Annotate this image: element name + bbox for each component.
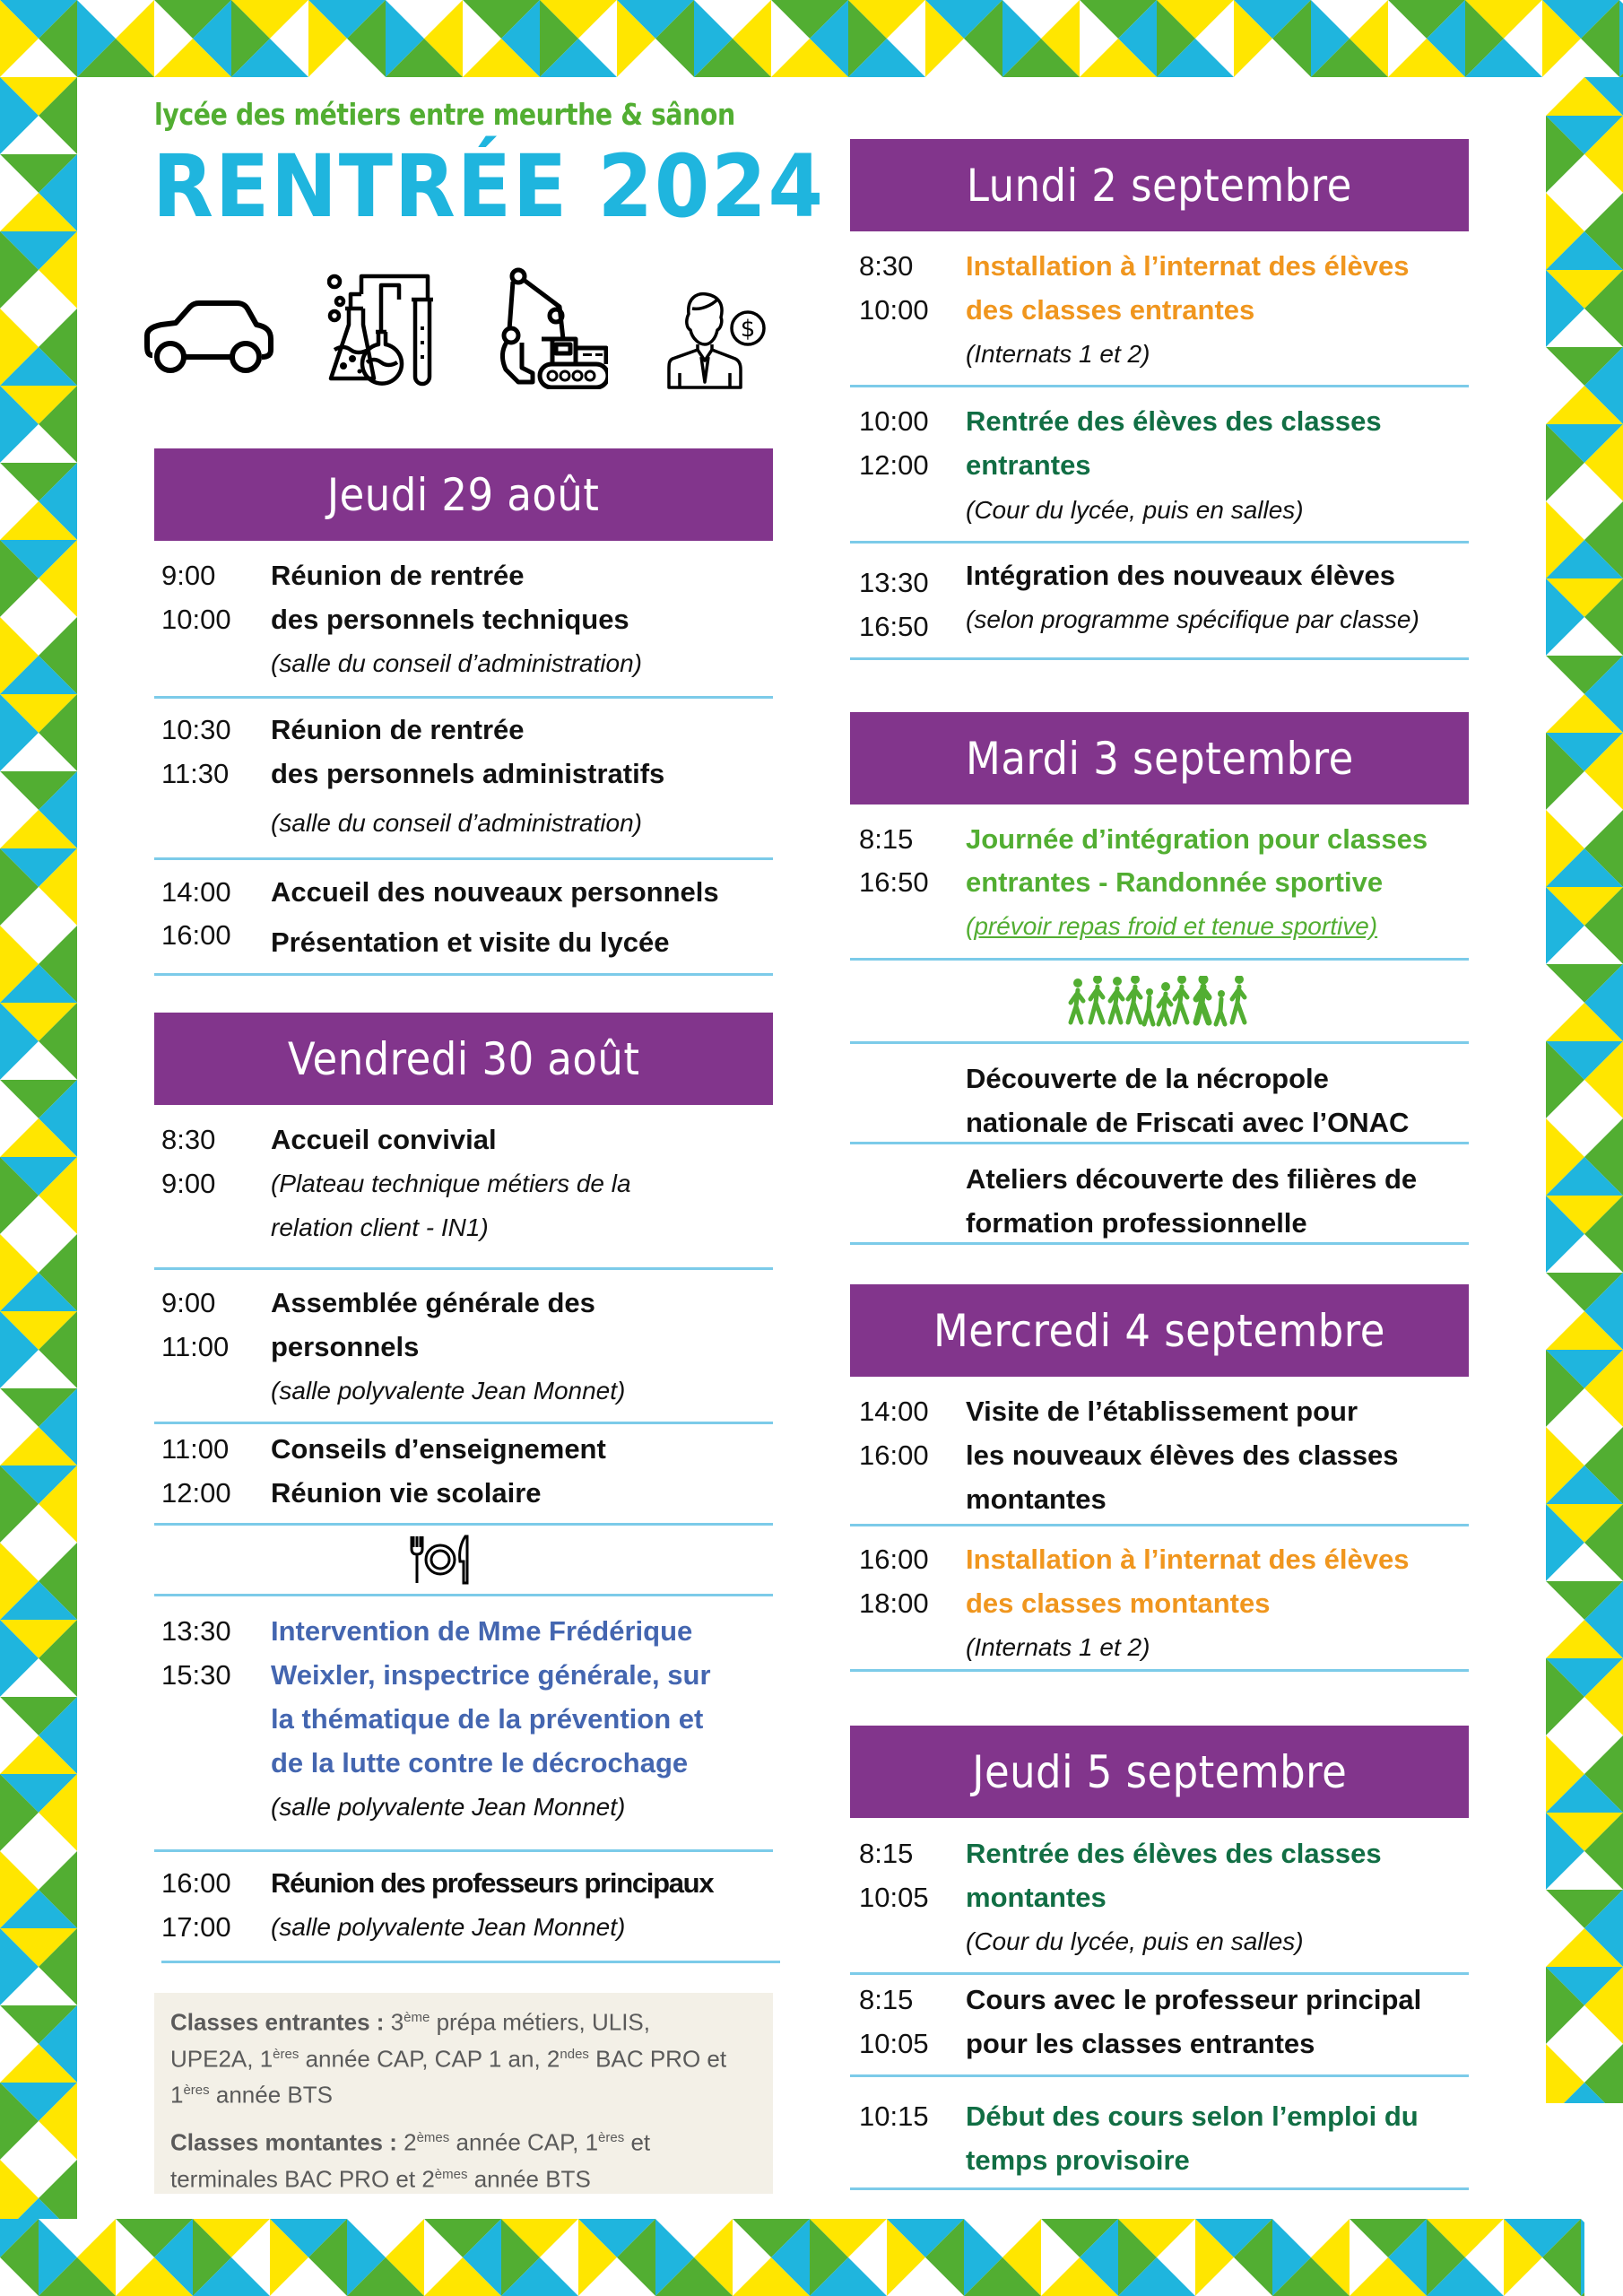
event-title: Visite de l’établissement pour bbox=[966, 1396, 1358, 1427]
event-title: Intégration des nouveaux élèves bbox=[966, 560, 1395, 591]
event-title: Rentrée des élèves des classes bbox=[966, 405, 1382, 437]
event-end: 15:30 bbox=[161, 1659, 231, 1691]
event-title: des classes montantes bbox=[966, 1587, 1271, 1619]
event-title: des personnels administratifs bbox=[271, 758, 665, 789]
chemistry-lab-icon bbox=[327, 273, 438, 387]
event-end: 12:00 bbox=[161, 1477, 231, 1509]
day-header-lundi-2: Lundi 2 septembre bbox=[850, 139, 1469, 231]
event-note: (salle polyvalente Jean Monnet) bbox=[271, 1377, 626, 1405]
event-start: 13:30 bbox=[859, 567, 929, 598]
svg-text:$: $ bbox=[740, 316, 756, 343]
divider bbox=[850, 1669, 1469, 1672]
event-start: 8:30 bbox=[859, 250, 914, 282]
event-note: (Plateau technique métiers de la bbox=[271, 1170, 631, 1197]
event-title: entrantes bbox=[966, 449, 1091, 481]
event-title: Ateliers découverte des filières de bbox=[966, 1163, 1418, 1195]
event-title: Conseils d’enseignement bbox=[271, 1433, 606, 1465]
divider bbox=[154, 696, 773, 699]
event-title: montantes bbox=[966, 1483, 1107, 1515]
hikers-group-icon bbox=[1065, 976, 1254, 1030]
event-title: Journée d’intégration pour classes bbox=[966, 823, 1428, 855]
divider bbox=[850, 1142, 1469, 1144]
event-title: personnels bbox=[271, 1331, 420, 1362]
event-end: 11:00 bbox=[161, 1331, 230, 1362]
event-end: 16:50 bbox=[859, 611, 929, 642]
event-title: Installation à l’internat des élèves bbox=[966, 250, 1410, 282]
event-end: 16:50 bbox=[859, 866, 929, 898]
divider bbox=[154, 1594, 773, 1596]
border-left bbox=[0, 77, 77, 2219]
event-note: (Cour du lycée, puis en salles) bbox=[966, 1927, 1304, 1955]
event-start: 10:15 bbox=[859, 2100, 929, 2132]
event-note: (Internats 1 et 2) bbox=[966, 1633, 1150, 1661]
event-note: (Internats 1 et 2) bbox=[966, 340, 1150, 368]
event-title: temps provisoire bbox=[966, 2144, 1190, 2176]
event-title: Accueil des nouveaux personnels bbox=[271, 876, 719, 908]
event-title: entrantes - Randonnée sportive bbox=[966, 866, 1384, 898]
event-start: 16:00 bbox=[161, 1867, 231, 1899]
event-title: Réunion des professeurs principaux bbox=[271, 1867, 714, 1899]
businessman-dollar-icon bbox=[665, 289, 768, 389]
event-start: 11:00 bbox=[161, 1433, 230, 1465]
divider bbox=[154, 1267, 773, 1270]
event-note: (prévoir repas froid et tenue sportive) bbox=[966, 912, 1378, 940]
day-header-mardi-3: Mardi 3 septembre bbox=[850, 712, 1469, 804]
event-title: formation professionnelle bbox=[966, 1207, 1307, 1239]
event-end: 11:30 bbox=[161, 758, 230, 789]
divider bbox=[850, 1972, 1469, 1975]
divider bbox=[850, 385, 1469, 387]
page-title: RENTRÉE 2024 bbox=[152, 136, 825, 237]
event-end: 10:05 bbox=[859, 2028, 929, 2059]
event-note: (salle du conseil d’administration) bbox=[271, 649, 642, 677]
event-end: 10:00 bbox=[161, 604, 231, 635]
event-title: Cours avec le professeur principal bbox=[966, 1984, 1422, 2015]
day-header-vendredi-30: Vendredi 30 août bbox=[154, 1013, 773, 1105]
day-header-mercredi-4: Mercredi 4 septembre bbox=[850, 1284, 1469, 1377]
event-note: (Cour du lycée, puis en salles) bbox=[966, 496, 1304, 524]
event-title: Présentation et visite du lycée bbox=[271, 926, 670, 958]
event-title: Installation à l’internat des élèves bbox=[966, 1544, 1410, 1575]
divider bbox=[850, 2187, 1469, 2190]
event-title: Assemblée générale des bbox=[271, 1287, 595, 1318]
event-title: nationale de Friscati avec l’ONAC bbox=[966, 1107, 1410, 1138]
event-start: 16:00 bbox=[859, 1544, 929, 1575]
event-start: 8:30 bbox=[161, 1124, 216, 1155]
excavator-icon bbox=[500, 267, 608, 389]
event-title: les nouveaux élèves des classes bbox=[966, 1439, 1399, 1471]
event-note: (salle du conseil d’administration) bbox=[271, 809, 642, 837]
school-name: lycée des métiers entre meurthe & sânon bbox=[154, 97, 735, 132]
event-start: 8:15 bbox=[859, 1838, 914, 1869]
car-icon bbox=[143, 300, 274, 377]
border-top bbox=[0, 0, 1623, 77]
event-start: 10:00 bbox=[859, 405, 929, 437]
divider bbox=[850, 1242, 1469, 1245]
event-note: relation client - IN1) bbox=[271, 1213, 489, 1241]
event-end: 10:00 bbox=[859, 294, 929, 326]
event-title: Réunion de rentrée bbox=[271, 560, 525, 591]
classes-info-box bbox=[154, 1993, 773, 2194]
event-title: Début des cours selon l’emploi du bbox=[966, 2100, 1419, 2132]
event-start: 9:00 bbox=[161, 560, 216, 591]
trades-icons bbox=[143, 267, 771, 393]
divider bbox=[850, 1041, 1469, 1044]
event-title: pour les classes entrantes bbox=[966, 2028, 1315, 2059]
event-note: (salle polyvalente Jean Monnet) bbox=[271, 1793, 626, 1821]
day-header-jeudi-29: Jeudi 29 août bbox=[154, 448, 773, 541]
divider bbox=[154, 857, 773, 860]
event-note: (selon programme spécifique par classe) bbox=[966, 605, 1419, 633]
event-end: 9:00 bbox=[161, 1168, 216, 1199]
event-title: Rentrée des élèves des classes bbox=[966, 1838, 1382, 1869]
event-note: (salle polyvalente Jean Monnet) bbox=[271, 1913, 626, 1941]
event-title: Découverte de la nécropole bbox=[966, 1063, 1329, 1094]
divider bbox=[850, 958, 1469, 961]
divider bbox=[154, 1849, 773, 1852]
event-title: montantes bbox=[966, 1882, 1107, 1913]
event-end: 16:00 bbox=[859, 1439, 929, 1471]
event-end: 10:05 bbox=[859, 1882, 929, 1913]
event-title: Accueil convivial bbox=[271, 1124, 497, 1155]
event-title: de la lutte contre le décrochage bbox=[271, 1747, 689, 1779]
divider bbox=[154, 973, 773, 976]
cutlery-plate-icon bbox=[408, 1535, 473, 1585]
event-title: Réunion de rentrée bbox=[271, 714, 525, 745]
event-start: 14:00 bbox=[161, 876, 231, 908]
event-title: Réunion vie scolaire bbox=[271, 1477, 542, 1509]
divider bbox=[850, 657, 1469, 660]
classes-entrantes: Classes entrantes : 3ème prépa métiers, ULIS, UPE2A, 1ères année CAP, CAP 1 an, $2^{ndes}$ BAC PRO et 1ères année BTS bbox=[170, 2008, 727, 2109]
event-start: 13:30 bbox=[161, 1615, 231, 1647]
divider bbox=[850, 1524, 1469, 1526]
event-end: 16:00 bbox=[161, 919, 231, 951]
event-start: 10:30 bbox=[161, 714, 231, 745]
event-start: 8:15 bbox=[859, 823, 914, 855]
border-right bbox=[1546, 77, 1623, 2219]
event-start: 8:15 bbox=[859, 1984, 914, 2015]
event-title: Intervention de Mme Frédérique bbox=[271, 1615, 693, 1647]
border-bottom bbox=[0, 2219, 1623, 2296]
divider bbox=[154, 1523, 773, 1526]
event-end: 12:00 bbox=[859, 449, 929, 481]
event-title: la thématique de la prévention et bbox=[271, 1703, 704, 1735]
event-start: 14:00 bbox=[859, 1396, 929, 1427]
event-title: des classes entrantes bbox=[966, 294, 1255, 326]
event-end: 18:00 bbox=[859, 1587, 929, 1619]
event-end: 17:00 bbox=[161, 1911, 231, 1943]
classes-montantes: Classes montantes : 2èmes année CAP, 1ères et terminales BAC PRO et 2èmes année BTS bbox=[170, 2128, 651, 2193]
day-header-jeudi-5: Jeudi 5 septembre bbox=[850, 1726, 1469, 1818]
divider bbox=[154, 1422, 773, 1424]
divider bbox=[850, 2074, 1469, 2077]
divider bbox=[850, 541, 1469, 544]
event-start: 9:00 bbox=[161, 1287, 216, 1318]
event-title: des personnels techniques bbox=[271, 604, 629, 635]
event-title: Weixler, inspectrice générale, sur bbox=[271, 1659, 711, 1691]
divider bbox=[161, 1961, 780, 1963]
